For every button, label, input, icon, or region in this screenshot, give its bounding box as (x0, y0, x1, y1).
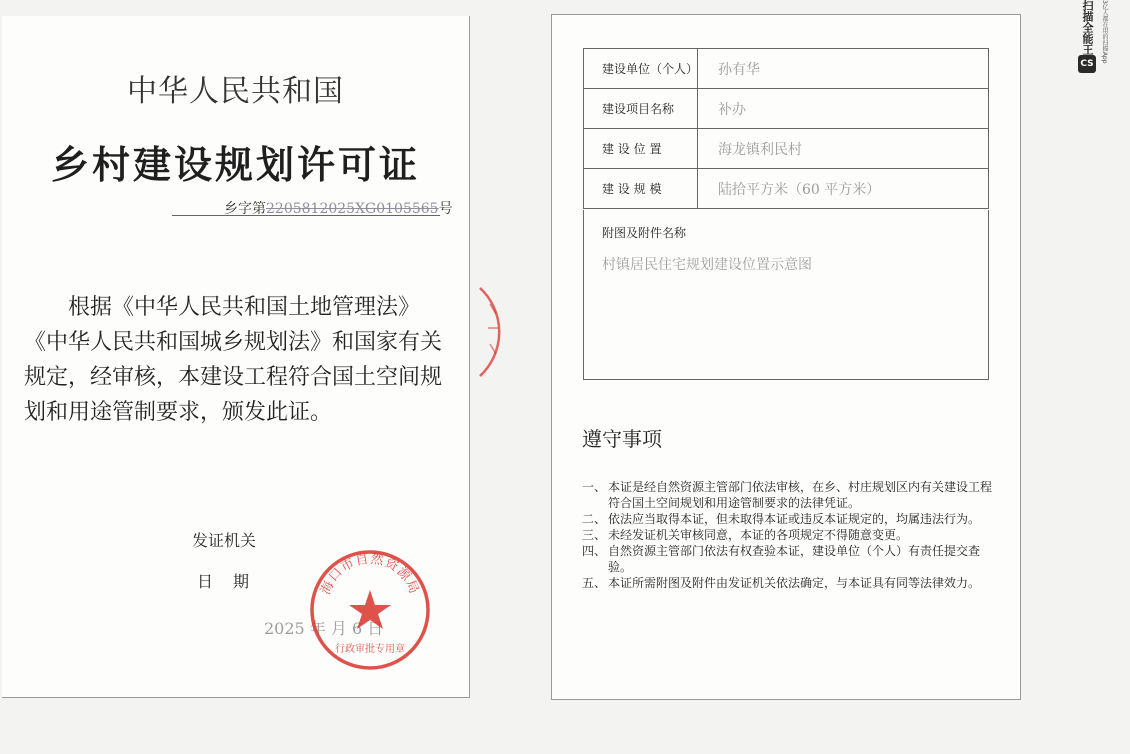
permit-number: 2205812025XG0105565 (266, 201, 439, 217)
country-name: 中华人民共和国 (127, 74, 344, 109)
issue-date: 2025 年 月 6 日 (264, 619, 384, 638)
table-row (584, 169, 989, 209)
field-value: 海龙镇利民村 (698, 129, 989, 169)
table-row (584, 89, 989, 129)
permit-prefix: 乡字第 (224, 201, 266, 217)
rules-list (582, 479, 994, 591)
scanner-tagline: 3亿人都在用的扫描App (1101, 0, 1108, 64)
seal-subtext: 行政审批专用章 (335, 644, 405, 655)
field-value: 孙有华 (698, 49, 989, 89)
scanner-app-name: 扫描全能王 (1081, 0, 1094, 55)
certificate-title: 乡村建设规划许可证 (50, 142, 420, 187)
field-label: 建 设 位 置 (584, 129, 698, 169)
field-value: 陆拾平方米（60 平方米） (698, 169, 989, 209)
attachment-label: 附图及附件名称 (602, 226, 687, 240)
scanner-logo-icon: CS (1078, 55, 1096, 73)
list-item: 四、 自然资源主管部门依法有权查验本证，建设单位（个人）有责任提交查验。 (582, 544, 981, 574)
field-value: 补办 (698, 89, 989, 129)
permit-suffix: 号 (438, 201, 453, 217)
partial-seal-edge (476, 284, 504, 380)
field-label: 建设项目名称 (584, 89, 698, 129)
list-item: 一、 本证是经自然资源主管部门依法审核，在乡、村庄规划区内有关建设工程符合国土空间规划和用途管制要求的法律凭证。 (582, 480, 993, 510)
issuer-label: 发证机关 (192, 531, 257, 550)
right-page (551, 14, 1021, 700)
permit-underline (172, 215, 440, 216)
list-item: 三、 未经发证机关审核同意，本证的各项规定不得随意变更。 (582, 528, 909, 542)
field-label: 建设单位（个人） (584, 49, 698, 89)
table-row (584, 129, 989, 169)
legal-basis-paragraph: 根据《中华人民共和国土地管理法》《中华人民共和国城乡规划法》和国家有关规定，经审核，本建设工程符合国土空间规划和用途管制要求，颁发此证。 (24, 295, 443, 425)
field-label: 建 设 规 模 (584, 169, 698, 209)
seal-star-icon (349, 590, 391, 629)
seal-text: 海口市自然资源局 (318, 551, 422, 597)
rules-title: 遵守事项 (582, 427, 662, 451)
list-item: 二、 依法应当取得本证，但未取得本证或违反本证规定的，均属违法行为。 (582, 512, 981, 526)
official-seal (308, 548, 432, 672)
table-row (584, 49, 989, 89)
permit-info-table (583, 48, 989, 209)
list-item: 五、 本证所需附图及附件由发证机关依法确定，与本证具有同等法律效力。 (582, 576, 981, 590)
attachment-value: 村镇居民住宅规划建设位置示意图 (602, 257, 812, 273)
attachment-box (583, 210, 989, 380)
left-page (2, 16, 470, 698)
date-label: 日期 (197, 572, 270, 591)
